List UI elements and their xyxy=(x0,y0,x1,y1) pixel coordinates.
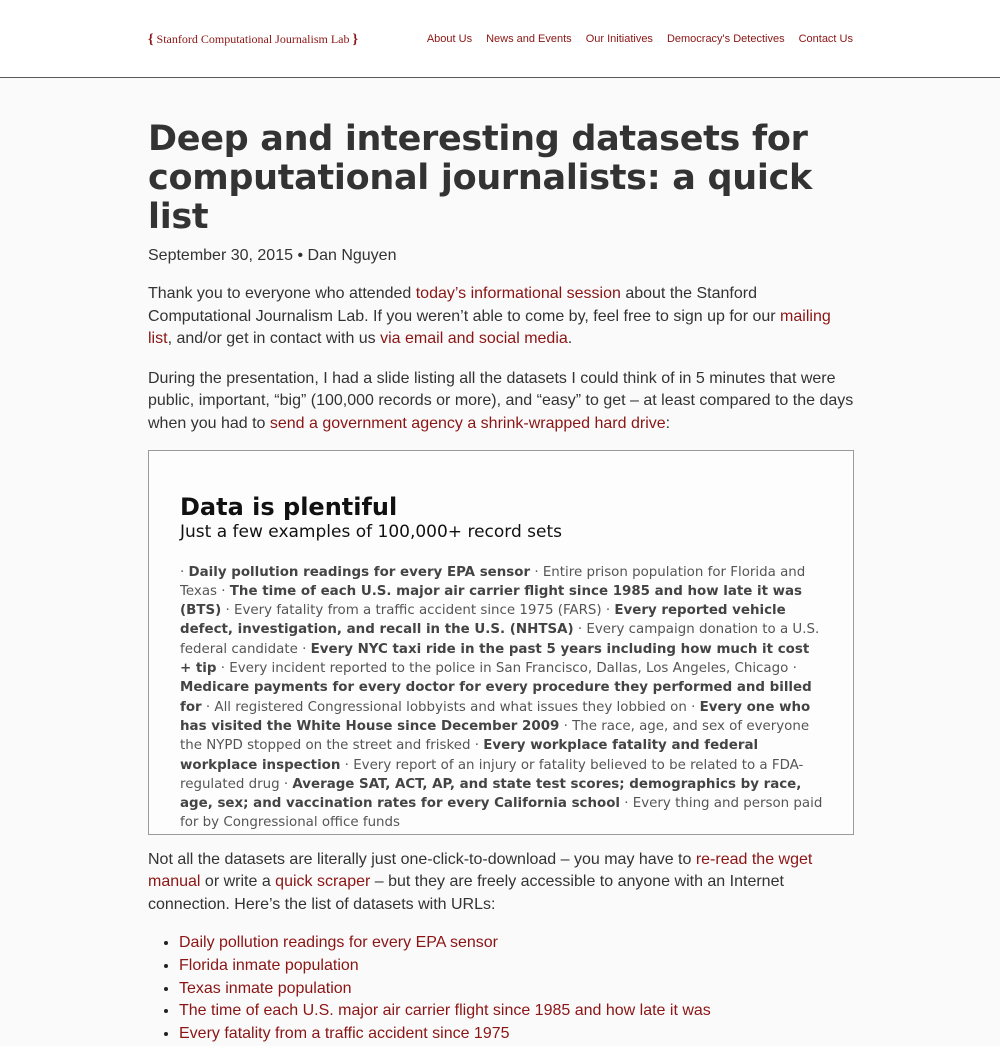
slide-title: Data is plentiful xyxy=(180,492,398,521)
list-item xyxy=(179,1000,854,1023)
bullet-separator: · xyxy=(297,641,311,657)
informational-session-link[interactable]: today’s informational session xyxy=(415,285,621,302)
bullet-separator: · xyxy=(279,776,293,792)
bullet-separator: · xyxy=(217,583,230,599)
text-run: Thank you to everyone who attended xyxy=(148,285,416,302)
slide-dataset-item: Every NYC taxi ride in the past 5 years including how much it cost + tip xyxy=(180,641,810,677)
bullet-separator: · xyxy=(470,738,484,754)
slide-dataset-item: Average SAT, ACT, AP, and state test scores; demographics by race, age, sex; and vaccination rates for every California school xyxy=(180,776,802,812)
hard-drive-link[interactable]: send a government agency a shrink-wrapped hard drive xyxy=(269,414,666,432)
bullet-separator: · xyxy=(620,796,633,812)
bullet-separator: · xyxy=(788,661,797,677)
slide-dataset-item: Every incident reported to the police in San Francisco, Dallas, Los Angeles, Chicago xyxy=(229,661,789,677)
bullet-separator: · xyxy=(221,603,235,619)
quick-scraper-link[interactable]: quick scraper xyxy=(275,873,371,891)
meta-separator: • xyxy=(297,247,304,264)
slide-dataset-item: Medicare payments for every doctor for every procedure they performed and billed for xyxy=(180,680,812,715)
bullet-separator: · xyxy=(601,603,615,619)
dataset-link[interactable]: The time of each U.S. major air carrier flight since 1985 and how late it was xyxy=(179,1002,711,1020)
text-run: During the presentation, I had a slide listing all the datasets I could think of in 5 minutes that were public, important, “big” (100,000 records or more), and “easy” to get – at least compared to the days when you had to xyxy=(148,369,854,432)
nav-our-initiatives[interactable]: Our Initiatives xyxy=(585,33,653,45)
bullet-separator: · xyxy=(201,699,215,715)
bullet-separator: · xyxy=(686,699,700,715)
slide-dataset-item: Every workplace fatality and federal workplace inspection xyxy=(180,738,759,773)
slide-dataset-text xyxy=(180,563,823,833)
text-run: Not all the datasets are literally just one-click-to-download – you may have to xyxy=(148,850,696,868)
slide-dataset-item: Every reported vehicle defect, investigation, and recall in the U.S. (NHTSA) xyxy=(180,603,786,638)
slide-dataset-item: The time of each U.S. major air carrier flight since 1985 and how late it was (BTS) xyxy=(180,583,803,619)
nav-about-us[interactable]: About Us xyxy=(426,33,473,45)
post-title: Deep and interesting datasets for computational journalists: a quick list xyxy=(148,119,812,237)
brand-name: Stanford Computational Journalism Lab xyxy=(156,32,350,46)
slide-dataset-item: Every one who has visited the White House since December 2009 xyxy=(180,699,811,734)
dataset-link[interactable]: Daily pollution readings for every EPA sensor xyxy=(179,934,498,952)
dataset-link-list xyxy=(148,932,854,1046)
data-slide-image xyxy=(148,450,854,835)
site-logo-link[interactable] xyxy=(148,32,358,48)
presentation-paragraph xyxy=(148,368,854,436)
post-content xyxy=(148,120,854,1046)
post-meta xyxy=(148,247,854,265)
nav-contact-us[interactable]: Contact Us xyxy=(798,33,853,45)
dataset-link[interactable]: Every fatality from a traffic accident since 1975 xyxy=(179,1025,510,1043)
text-run: . xyxy=(567,330,573,348)
text-run: about the Stanford Computational Journalism Lab. If you weren’t able to come by, feel free to sign up for our xyxy=(148,285,781,325)
text-run: – but they are freely accessible to anyone with an Internet connection. Here’s the list of datasets with URLs: xyxy=(148,873,784,913)
list-item xyxy=(179,1023,854,1046)
wget-manual-link[interactable]: re-read the wget manual xyxy=(148,850,813,891)
slide-dataset-item: Every report of an injury or fatality believed to be related to a FDA-regulated drug xyxy=(180,757,804,792)
bullet-separator: · xyxy=(530,564,543,580)
post-author: Dan Nguyen xyxy=(307,247,397,264)
slide-dataset-item: Daily pollution readings for every EPA sensor xyxy=(188,564,531,580)
brand-brace-open: { xyxy=(148,32,154,47)
nav-news-and-events[interactable]: News and Events xyxy=(486,33,572,45)
brand-brace-close: } xyxy=(352,32,359,47)
bullet-separator: · xyxy=(216,661,230,677)
mailing-list-link[interactable]: mailing list xyxy=(148,307,831,348)
email-social-link[interactable]: via email and social media xyxy=(380,330,568,348)
bullet-separator: · xyxy=(180,564,189,580)
list-item xyxy=(179,955,854,978)
list-item xyxy=(179,932,854,955)
dataset-link[interactable]: Texas inmate population xyxy=(179,979,352,997)
bullet-separator: · xyxy=(573,622,587,638)
text-run: or write a xyxy=(200,873,276,891)
datasets-intro-paragraph xyxy=(148,849,854,917)
bullet-separator: · xyxy=(340,757,354,773)
slide-dataset-item: Every campaign donation to a U.S. federal candidate xyxy=(180,622,820,657)
slide-dataset-item: Entire prison population for Florida and Texas xyxy=(180,564,806,599)
text-run: , and/or get in contact with us xyxy=(167,330,381,348)
text-run: : xyxy=(665,414,671,432)
nav-democracys-detectives[interactable]: Democracy's Detectives xyxy=(666,33,785,45)
dataset-link[interactable]: Florida inmate population xyxy=(179,957,359,975)
intro-paragraph xyxy=(148,283,854,351)
bullet-separator: · xyxy=(559,718,573,734)
slide-dataset-item: The race, age, and sex of everyone the NYPD stopped on the street and frisked xyxy=(180,718,810,754)
slide-dataset-item: Every thing and person paid for by Congressional office funds xyxy=(180,796,823,831)
site-header xyxy=(0,0,1000,78)
post-date: September 30, 2015 xyxy=(148,247,293,264)
slide-subtitle: Just a few examples of 100,000+ record sets xyxy=(180,521,563,542)
slide-dataset-item: All registered Congressional lobbyists and what issues they lobbied on xyxy=(214,699,687,715)
list-item xyxy=(179,978,854,1001)
main-nav xyxy=(427,33,853,45)
slide-dataset-item: Every fatality from a traffic accident since 1975 (FARS) xyxy=(234,603,602,619)
